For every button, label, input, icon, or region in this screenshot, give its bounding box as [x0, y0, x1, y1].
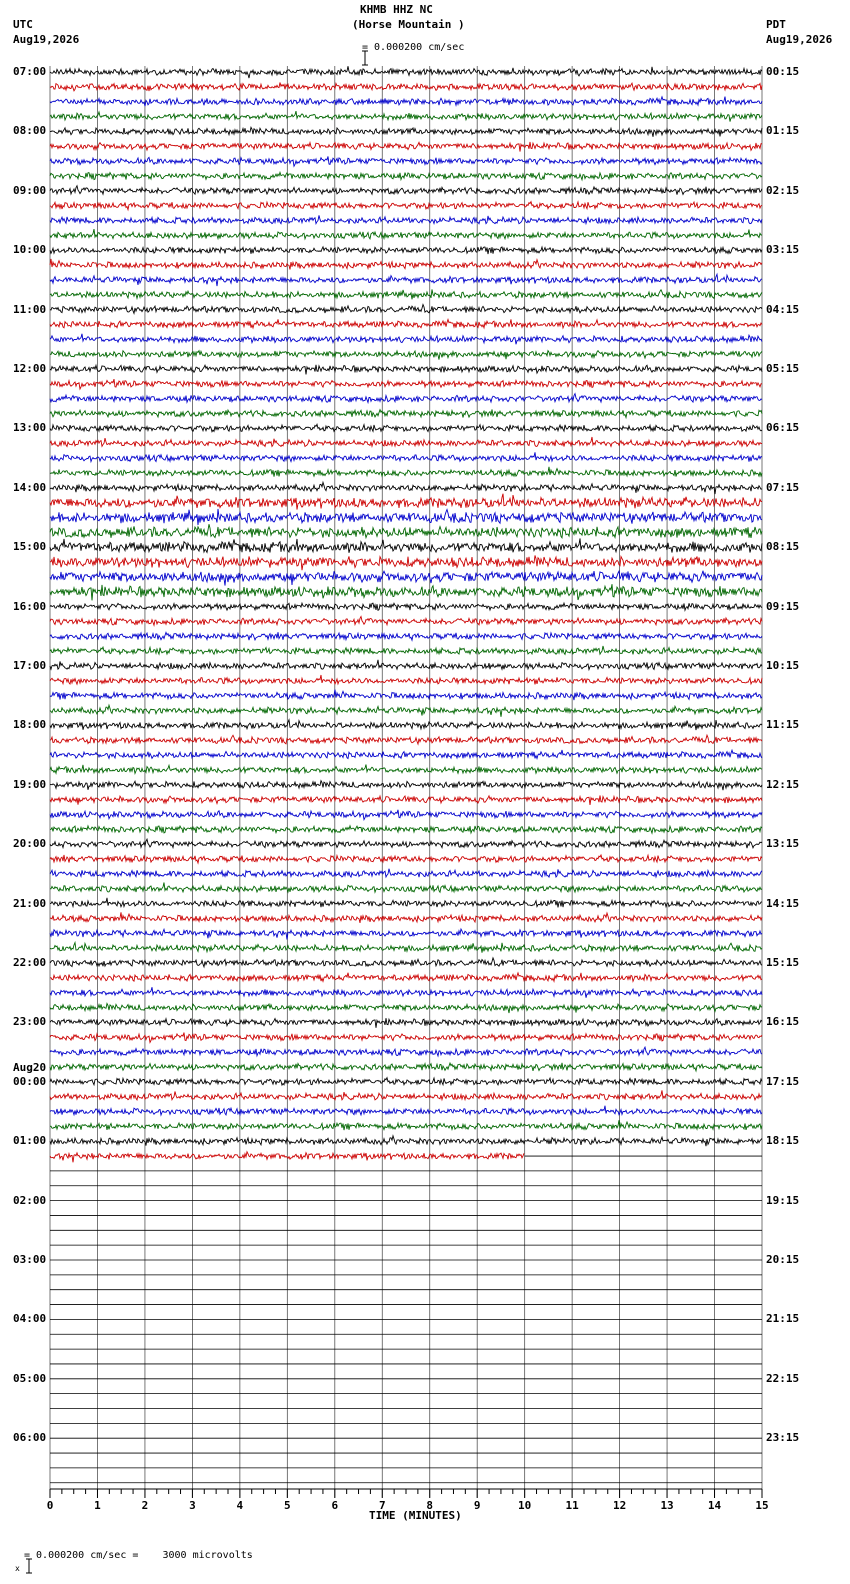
trace-row [50, 705, 762, 717]
trace-row [50, 1078, 762, 1085]
trace-row [50, 855, 762, 863]
pdt-hour-label: 17:15 [766, 1074, 800, 1088]
trace-row [50, 97, 762, 107]
pdt-hour-label: 15:15 [766, 956, 800, 969]
trace-row [50, 1033, 762, 1043]
trace-row [50, 1136, 762, 1146]
trace-row [50, 555, 762, 570]
pdt-hour-label: 21:15 [766, 1312, 800, 1326]
trace-row [50, 111, 762, 122]
x-tick-label: 1 [94, 1499, 101, 1512]
trace-row [50, 1004, 762, 1014]
station-title: KHMB HHZ NC [360, 3, 433, 16]
trace-row [50, 482, 762, 494]
footer-scale-note: = 0.000200 cm/sec = 3000 microvolts [24, 1550, 253, 1561]
trace-row [50, 781, 762, 791]
x-tick-label: 13 [660, 1499, 674, 1512]
utc-hour-label: 17:00 [13, 659, 47, 672]
trace-row [50, 524, 762, 538]
trace-row [50, 646, 762, 654]
trace-row [50, 247, 762, 254]
trace-row [50, 186, 762, 195]
trace-row [50, 675, 762, 684]
pdt-hour-label: 23:15 [766, 1431, 800, 1445]
utc-hour-label: 05:00 [13, 1371, 47, 1385]
trace-row [50, 603, 762, 610]
x-tick-label: 0 [46, 1499, 54, 1512]
trace-row [50, 229, 762, 239]
trace-row [50, 394, 762, 403]
pdt-hour-label: 20:15 [766, 1253, 800, 1266]
pdt-hour-label: 16:15 [766, 1015, 800, 1029]
trace-row [50, 202, 762, 210]
pdt-hour-label: 04:15 [766, 302, 800, 316]
x-tick-label: 5 [284, 1499, 291, 1512]
trace-row [50, 494, 762, 510]
trace-row [50, 289, 762, 299]
pdt-hour-label: 12:15 [766, 777, 800, 791]
trace-row [50, 424, 762, 431]
trace-row [50, 617, 762, 626]
utc-hour-label: 06:00 [13, 1431, 47, 1445]
utc-hour-label: 19:00 [13, 777, 47, 791]
trace-row [50, 1090, 762, 1100]
utc-hour-label: 12:00 [13, 362, 47, 375]
date-change-label: Aug20 [13, 1060, 47, 1074]
trace-row [50, 735, 762, 744]
utc-hour-label: 08:00 [13, 124, 47, 138]
utc-hour-label: 21:00 [13, 896, 47, 910]
trace-row [50, 319, 762, 328]
utc-hour-label: 23:00 [13, 1015, 47, 1029]
trace-row [50, 750, 762, 759]
utc-date: Aug19,2026 [13, 33, 80, 46]
trace-row [50, 943, 762, 953]
seismic-traces [50, 66, 762, 1162]
station-location: (Horse Mountain ) [352, 18, 465, 31]
trace-row [50, 810, 762, 820]
pdt-hour-label: 03:15 [766, 243, 800, 257]
pdt-hour-label: 22:15 [766, 1371, 800, 1385]
trace-row [50, 1120, 762, 1130]
utc-hour-label: 00:00 [13, 1074, 47, 1088]
utc-hour-label: 03:00 [13, 1253, 47, 1266]
trace-row [50, 274, 762, 286]
x-tick-label: 12 [612, 1499, 627, 1512]
trace-row [50, 973, 762, 982]
pdt-hour-label: 00:15 [766, 65, 800, 78]
trace-row [50, 765, 762, 774]
trace-row [50, 467, 762, 477]
trace-row [50, 1047, 762, 1056]
trace-row [50, 437, 762, 447]
trace-row [50, 795, 762, 805]
trace-row [50, 334, 762, 345]
trace-row [50, 1106, 762, 1115]
utc-hour-label: 14:00 [13, 480, 47, 494]
x-axis-title: TIME (MINUTES) [369, 1509, 462, 1522]
pdt-hour-label: 02:15 [766, 183, 800, 197]
utc-hour-label: 07:00 [13, 65, 47, 78]
trace-row [50, 690, 762, 701]
utc-hour-label: 09:00 [13, 183, 47, 197]
x-tick-label: 7 [378, 1499, 386, 1512]
pdt-hour-label: 09:15 [766, 599, 800, 613]
footer-scale-icon [2, 1546, 21, 1573]
pdt-hour-label: 01:15 [766, 124, 800, 138]
trace-row [50, 839, 762, 848]
trace-row [50, 409, 762, 417]
svg-text:x: x [15, 1564, 21, 1573]
utc-hour-label: 22:00 [13, 956, 47, 969]
trace-row [50, 452, 762, 461]
utc-hour-label: 02:00 [13, 1193, 47, 1207]
trace-row [50, 215, 762, 224]
trace-row [50, 584, 762, 600]
trace-row [50, 365, 762, 375]
utc-hour-label: 13:00 [13, 421, 47, 435]
trace-row [50, 826, 762, 833]
trace-row [50, 172, 762, 179]
trace-row [50, 66, 762, 78]
pdt-hour-label: 14:15 [766, 896, 800, 910]
x-tick-label: 8 [426, 1499, 434, 1512]
trace-row [50, 142, 762, 152]
trace-row [50, 509, 762, 525]
trace-row [50, 379, 762, 389]
pdt-hour-label: 13:15 [766, 837, 800, 851]
scale-label: = 0.000200 cm/sec [362, 42, 465, 53]
pdt-hour-label: 07:15 [766, 480, 800, 494]
trace-row [50, 571, 762, 586]
trace-row [50, 156, 762, 166]
trace-row [50, 1063, 762, 1071]
x-tick-label: 10 [518, 1499, 532, 1512]
pdt-hour-label: 06:15 [766, 421, 800, 435]
utc-label: UTC [13, 18, 33, 31]
pdt-date: Aug19,2026 [766, 33, 833, 46]
trace-row [50, 929, 762, 939]
utc-hour-label: 04:00 [13, 1312, 47, 1326]
pdt-hour-label: 05:15 [766, 362, 800, 375]
x-tick-label: 9 [473, 1499, 481, 1512]
trace-row [50, 538, 762, 552]
trace-row [50, 883, 762, 893]
x-tick-label: 11 [565, 1499, 579, 1512]
pdt-hour-label: 08:15 [766, 540, 800, 554]
trace-row [50, 351, 762, 360]
utc-hour-label: 18:00 [13, 718, 47, 732]
utc-hour-label: 10:00 [13, 243, 47, 257]
pdt-hour-label: 18:15 [766, 1134, 800, 1148]
x-tick-label: 3 [189, 1499, 196, 1512]
trace-row [50, 720, 762, 730]
pdt-hour-label: 19:15 [766, 1193, 800, 1207]
scale-bar-icon [348, 38, 356, 54]
trace-row [50, 127, 762, 137]
trace-row [50, 660, 762, 670]
utc-hour-label: 16:00 [13, 599, 47, 613]
utc-hour-label: 20:00 [13, 837, 47, 851]
utc-hour-label: 11:00 [13, 302, 47, 316]
utc-hour-label: 01:00 [13, 1134, 47, 1148]
trace-row [50, 869, 762, 878]
x-tick-label: 15 [755, 1499, 769, 1512]
trace-row [50, 987, 762, 998]
trace-row [50, 259, 762, 270]
trace-row [50, 305, 762, 314]
utc-hour-label: 15:00 [13, 540, 47, 554]
pdt-hour-label: 10:15 [766, 659, 800, 672]
trace-row [50, 632, 762, 640]
trace-row [50, 898, 762, 908]
trace-row [50, 958, 762, 967]
pdt-label: PDT [766, 18, 786, 31]
trace-row [50, 1018, 762, 1028]
pdt-hour-label: 11:15 [766, 718, 800, 732]
trace-row [50, 83, 762, 92]
x-tick-label: 2 [141, 1499, 149, 1512]
x-tick-label: 14 [707, 1499, 722, 1512]
trace-row [50, 912, 762, 923]
x-tick-label: 6 [331, 1499, 339, 1512]
x-tick-label: 4 [236, 1499, 244, 1512]
